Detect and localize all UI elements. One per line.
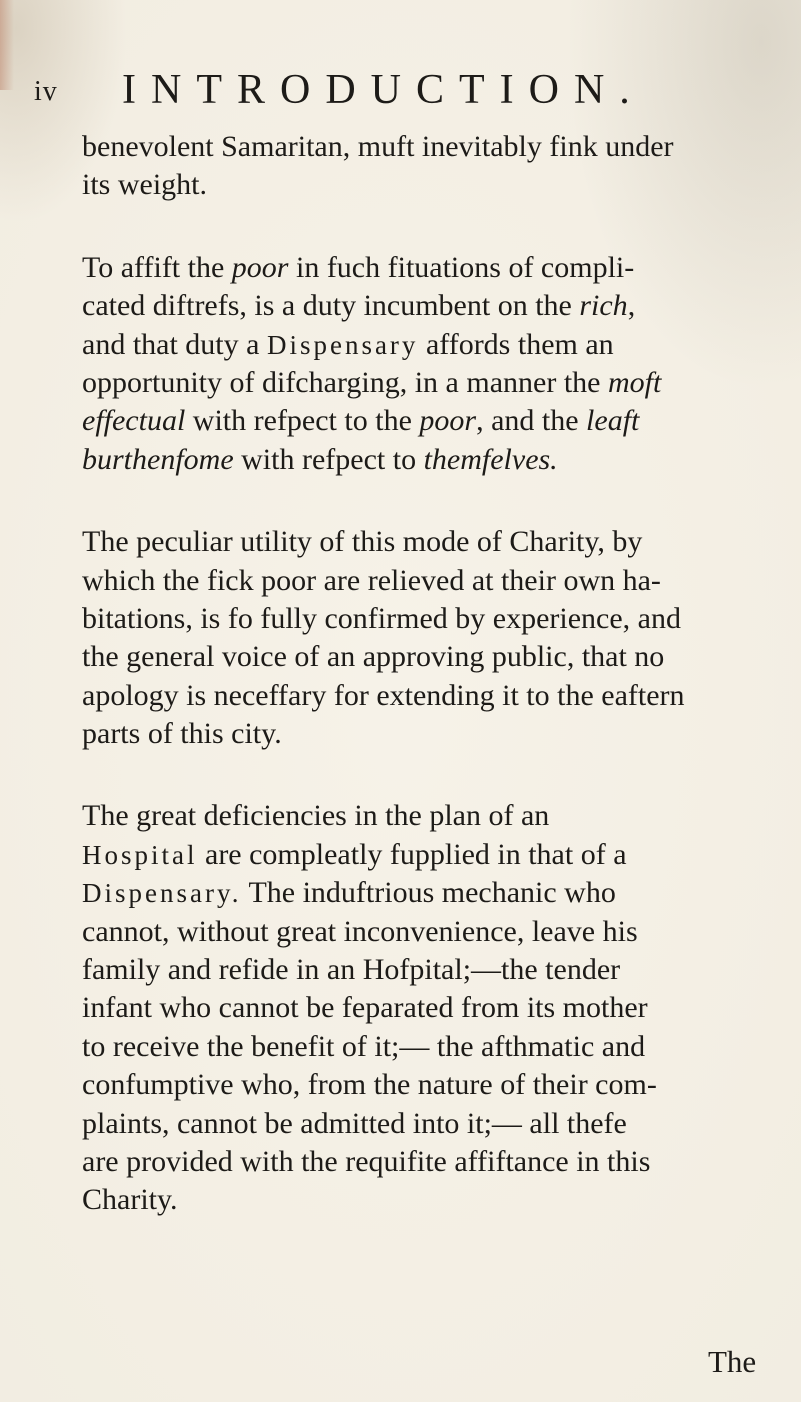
text-run: To affift the <box>82 250 232 284</box>
text-run: opportunity of difcharging, in a manner the <box>82 365 608 399</box>
text-run: are compleatly fupplied in that of a <box>197 837 627 871</box>
page-edge-stain <box>0 0 14 90</box>
text-run: infant who cannot be feparated from its mother <box>82 991 648 1025</box>
paragraph-gap <box>82 753 772 797</box>
text-run: to receive the benefit of it;— the afthmatic and <box>82 1029 646 1063</box>
text-run: parts of this city. <box>82 717 282 751</box>
text-run: apology is neceffary for extending it to the eaftern <box>82 678 685 712</box>
text-line <box>82 364 772 402</box>
text-run: plaints, cannot be admitted into it;— all thefe <box>82 1106 627 1140</box>
text-run: cated diftrefs, is a duty incumbent on the <box>82 289 580 323</box>
text-line <box>82 874 772 912</box>
italic-text: poor <box>419 404 477 438</box>
text-run: , <box>627 289 636 323</box>
small-caps-text: Hospital <box>82 839 198 870</box>
text-line <box>82 638 772 676</box>
paragraph-gap <box>82 479 772 523</box>
text-run: benevolent Samaritan, muft inevitably fink under <box>82 130 674 163</box>
text-line <box>82 1143 772 1181</box>
text-line <box>82 600 772 638</box>
text-line <box>82 913 772 951</box>
text-line <box>82 1181 772 1219</box>
text-run: are provided with the requifite affiftance in this <box>82 1144 651 1178</box>
italic-text: effectual <box>82 404 186 438</box>
paragraph <box>82 249 772 479</box>
text-run: in fuch fituations of compli- <box>288 250 635 284</box>
italic-text: leaft <box>586 404 640 438</box>
text-run: and that duty a <box>82 327 267 361</box>
text-line <box>82 166 772 204</box>
paragraph <box>82 523 772 753</box>
text-line <box>82 402 772 440</box>
text-line <box>82 128 772 166</box>
italic-text: burthenfome <box>82 442 234 476</box>
text-line <box>82 1066 772 1104</box>
text-line <box>82 836 772 874</box>
running-head: INTRODUCTION. <box>122 67 645 113</box>
text-run: , and the <box>476 404 587 438</box>
text-line <box>82 951 772 989</box>
page-header <box>34 66 774 116</box>
small-caps-text: Dispensary. <box>82 878 242 909</box>
text-line <box>82 249 772 287</box>
text-run: with refpect to the <box>185 404 420 438</box>
paragraph <box>82 797 772 1219</box>
small-caps-text: Dispensary <box>266 329 419 360</box>
text-run: confumptive who, from the nature of their com- <box>82 1068 657 1102</box>
text-line <box>82 287 772 325</box>
text-run: cannot, without great inconvenience, leave his <box>82 914 638 948</box>
text-line <box>82 797 772 835</box>
text-run: The great deficiencies in the plan of an <box>82 799 550 833</box>
text-run: family and refide in an Hofpital;—the tender <box>82 953 621 987</box>
text-run: Charity. <box>82 1183 178 1217</box>
text-line <box>82 441 772 479</box>
page-number: iv <box>34 76 58 107</box>
text-run: which the fick poor are relieved at their own ha- <box>82 563 661 597</box>
text-run: bitations, is fo fully confirmed by experience, and <box>82 601 681 635</box>
text-run: The peculiar utility of this mode of Charity, by <box>82 525 643 559</box>
text-run: affords them an <box>418 327 614 361</box>
text-line <box>82 1028 772 1066</box>
text-run: the general voice of an approving public, that no <box>82 640 665 674</box>
text-line <box>82 677 772 715</box>
catchword: The <box>708 1344 757 1379</box>
text-run: with refpect to <box>233 442 424 476</box>
italic-text: poor <box>231 250 289 284</box>
text-line <box>82 523 772 561</box>
italic-text: themfelves. <box>423 442 558 476</box>
paragraph-gap <box>82 205 772 249</box>
text-line <box>82 326 772 364</box>
paragraph <box>82 128 772 205</box>
italic-text: moft <box>607 365 662 399</box>
text-line <box>82 715 772 753</box>
italic-text: rich <box>579 289 628 323</box>
text-run: The induftrious mechanic who <box>241 876 616 910</box>
text-line <box>82 989 772 1027</box>
text-line <box>82 562 772 600</box>
body-text <box>82 128 772 1220</box>
text-line <box>82 1105 772 1143</box>
text-run: its weight. <box>82 168 207 202</box>
